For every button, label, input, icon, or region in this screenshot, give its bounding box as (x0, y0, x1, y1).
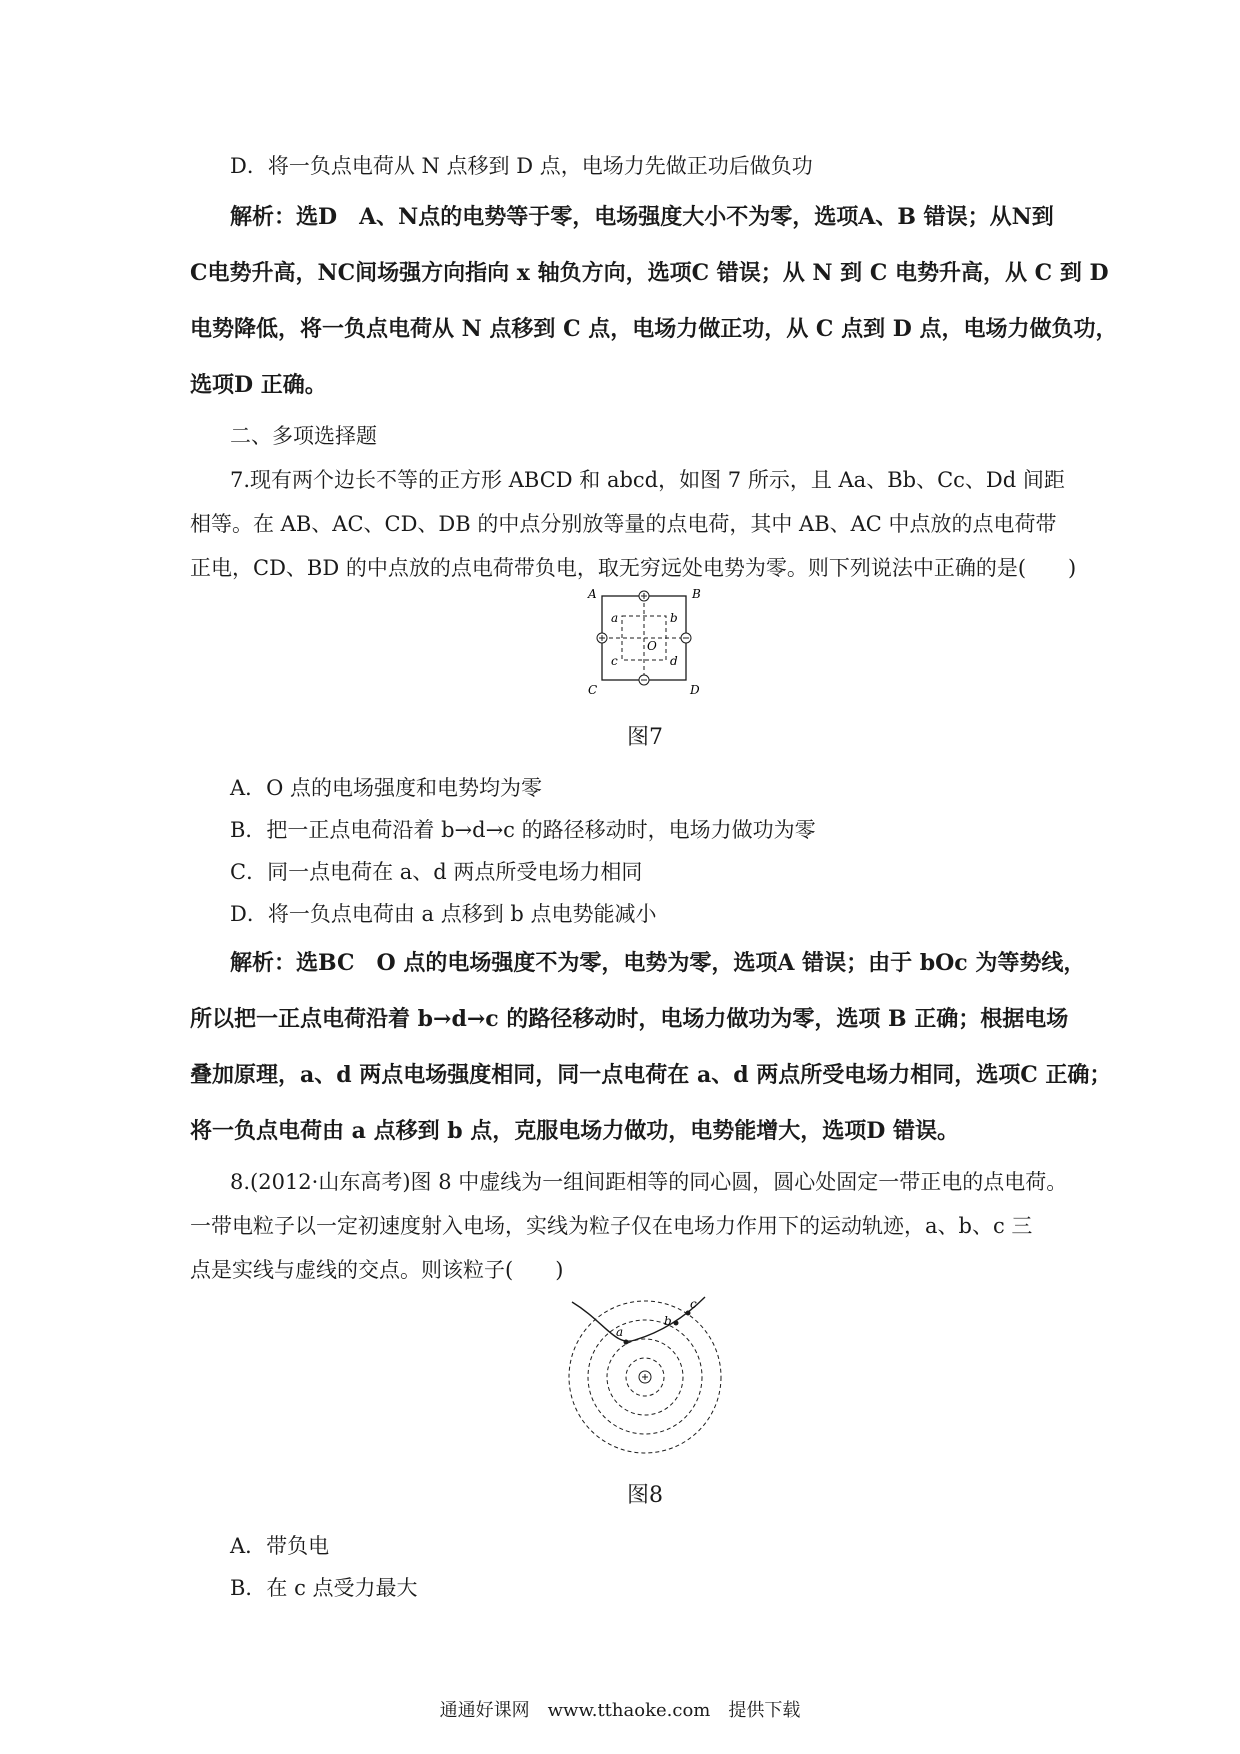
label-c: c (611, 654, 618, 668)
label-a: a (616, 1325, 624, 1339)
q6-analysis-line-1: 解析：选D A、N点的电势等于零，电场强度大小不为零，选项A、B 错误；从N到 (230, 204, 1054, 230)
point-b (674, 1321, 679, 1326)
charge-bottom-negative (639, 675, 649, 685)
q7-analysis-line-1: 解析：选BC O 点的电场强度不为零，电势为零，选项A 错误；由于 bOc 为等势线， (230, 950, 1086, 976)
figure-8-caption: 图8 (627, 1483, 663, 1508)
q7-stem-line-1: 7.现有两个边长不等的正方形 ABCD 和 abcd，如图 7 所示，且 Aa、Bb、Cc、Dd 间距 (230, 468, 1065, 492)
q7-option-b: B．把一正点电荷沿着 b→d→c 的路径移动时，电场力做功为零 (230, 818, 816, 842)
figure-8 (560, 1292, 730, 1462)
page-footer: 通通好课网 www.tthaoke.com 提供下载 (439, 1700, 801, 1721)
q7-stem-line-2: 相等。在 AB、AC、CD、DB 的中点分别放等量的点电荷，其中 AB、AC 中点放的点电荷带 (190, 512, 1057, 536)
point-c (686, 1311, 691, 1316)
q8-stem-line-1: 8.(2012·山东高考)图 8 中虚线为一组间距相等的同心圆，圆心处固定一带正电的点电荷。 (230, 1170, 1068, 1194)
label-C: C (588, 683, 598, 697)
q6-analysis-line-2: C电势升高，NC间场强方向指向 x 轴负方向，选项C 错误；从 N 到 C 电势升高，从 C 到 D (190, 260, 1109, 286)
label-O: O (647, 639, 657, 653)
label-d: d (670, 654, 678, 668)
q6-analysis-line-4: 选项D 正确。 (190, 372, 327, 398)
point-a (624, 1340, 629, 1345)
label-B: B (692, 588, 701, 601)
q8-option-a: A．带负电 (230, 1534, 330, 1558)
charge-right-negative (681, 633, 691, 643)
figure-7 (580, 588, 710, 703)
q7-stem-line-3: 正电，CD、BD 的中点放的点电荷带负电，取无穷远处电势为零。则下列说法中正确的是( ) (190, 556, 1077, 580)
q7-option-c: C．同一点电荷在 a、d 两点所受电场力相同 (230, 860, 643, 884)
label-D: D (690, 683, 700, 697)
q7-option-d: D．将一负点电荷由 a 点移到 b 点电势能减小 (230, 902, 657, 926)
label-b: b (664, 1314, 672, 1328)
q7-option-a: A．O 点的电场强度和电势均为零 (230, 776, 543, 800)
q8-stem-line-2: 一带电粒子以一定初速度射入电场，实线为粒子仅在电场力作用下的运动轨迹，a、b、c 三 (190, 1214, 1033, 1238)
label-c: c (690, 1297, 697, 1311)
label-a: a (611, 611, 619, 625)
q7-analysis-line-4: 将一负点电荷由 a 点移到 b 点，克服电场力做功，电势能增大，选项D 错误。 (190, 1118, 960, 1144)
section-heading: 二、多项选择题 (230, 424, 377, 448)
charge-left-positive (597, 633, 607, 643)
figure-7-caption: 图7 (627, 725, 663, 750)
q7-analysis-line-3: 叠加原理，a、d 两点电场强度相同，同一点电荷在 a、d 两点所受电场力相同，选项C 正确； (190, 1062, 1112, 1088)
charge-top-positive (639, 591, 649, 601)
q7-analysis-line-2: 所以把一正点电荷沿着 b→d→c 的路径移动时，电场力做功为零，选项 B 正确；根据电场 (190, 1006, 1069, 1032)
central-positive-charge (639, 1371, 651, 1383)
q8-option-b: B．在 c 点受力最大 (230, 1576, 418, 1600)
label-A: A (588, 588, 597, 601)
q8-stem-line-3: 点是实线与虚线的交点。则该粒子( ) (190, 1258, 564, 1282)
q6-analysis-line-3: 电势降低，将一负点电荷从 N 点移到 C 点，电场力做正功，从 C 点到 D 点，电场力做负功， (190, 316, 1118, 342)
q6-option-d: D．将一负点电荷从 N 点移到 D 点，电场力先做正功后做负功 (230, 154, 813, 178)
particle-trajectory (572, 1297, 705, 1341)
label-b: b (670, 611, 678, 625)
